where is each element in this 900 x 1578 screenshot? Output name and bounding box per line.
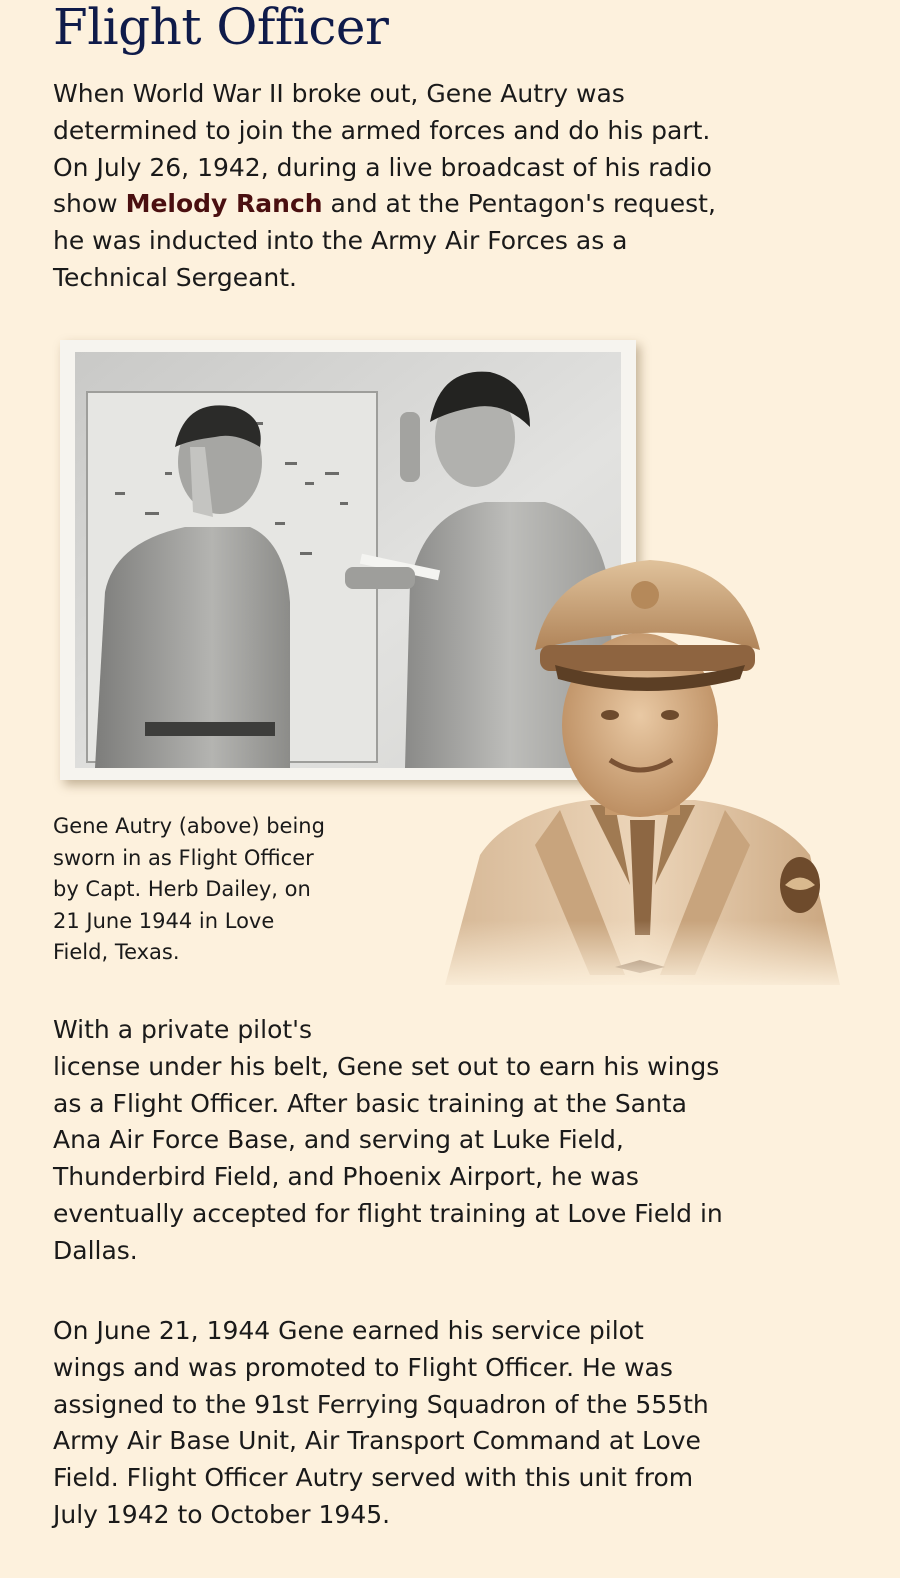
- photo-caption: [53, 811, 325, 969]
- training-line: With a private pilot's: [53, 1015, 313, 1044]
- intro-line: On July 26, 1942, during a live broadcast of his radio: [53, 152, 712, 182]
- promotion-line: On June 21, 1944 Gene earned his service pilot: [53, 1316, 644, 1345]
- intro-line: Technical Sergeant.: [53, 262, 297, 292]
- promotion-line: Army Air Base Unit, Air Transport Command at Love: [53, 1426, 701, 1456]
- intro-paragraph: [53, 76, 716, 297]
- promotion-line: Field. Flight Officer Autry served with this unit from: [53, 1463, 694, 1493]
- intro-line: When World War II broke out, Gene Autry was: [53, 79, 625, 108]
- caption-line: 21 June 1944 in Love: [53, 908, 275, 933]
- promotion-line: wings and was promoted to Flight Officer. He was: [53, 1352, 673, 1382]
- caption-line: by Capt. Herb Dailey, on: [53, 877, 311, 902]
- training-line: as a Flight Officer. After basic training at the Santa: [53, 1088, 687, 1118]
- portrait-photo: [440, 555, 845, 985]
- training-line: Dallas.: [53, 1235, 138, 1265]
- page-title: Flight Officer: [53, 0, 389, 56]
- promotion-paragraph: [53, 1313, 709, 1534]
- intro-line: determined to join the armed forces and do his part.: [53, 115, 711, 145]
- promotion-line: assigned to the 91st Ferrying Squadron of the 555th: [53, 1389, 709, 1419]
- training-line: Thunderbird Field, and Phoenix Airport, he was: [53, 1162, 639, 1192]
- training-line: license under his belt, Gene set out to earn his wings: [53, 1051, 720, 1081]
- caption-line: Field, Texas.: [53, 940, 180, 965]
- caption-line: sworn in as Flight Officer: [53, 845, 314, 870]
- intro-line: he was inducted into the Army Air Forces as a: [53, 226, 628, 256]
- promotion-line: July 1942 to October 1945.: [53, 1499, 391, 1529]
- training-paragraph: [53, 1012, 723, 1270]
- intro-line-suffix: and at the Pentagon's request,: [330, 189, 716, 219]
- melody-ranch-link[interactable]: Melody Ranch: [125, 189, 323, 219]
- training-line: Ana Air Force Base, and serving at Luke Field,: [53, 1125, 624, 1155]
- training-line: eventually accepted for flight training at Love Field in: [53, 1198, 723, 1228]
- intro-line-prefix: show: [53, 189, 118, 219]
- caption-line: Gene Autry (above) being: [53, 814, 325, 838]
- intro-line-with-show-name: [53, 186, 716, 223]
